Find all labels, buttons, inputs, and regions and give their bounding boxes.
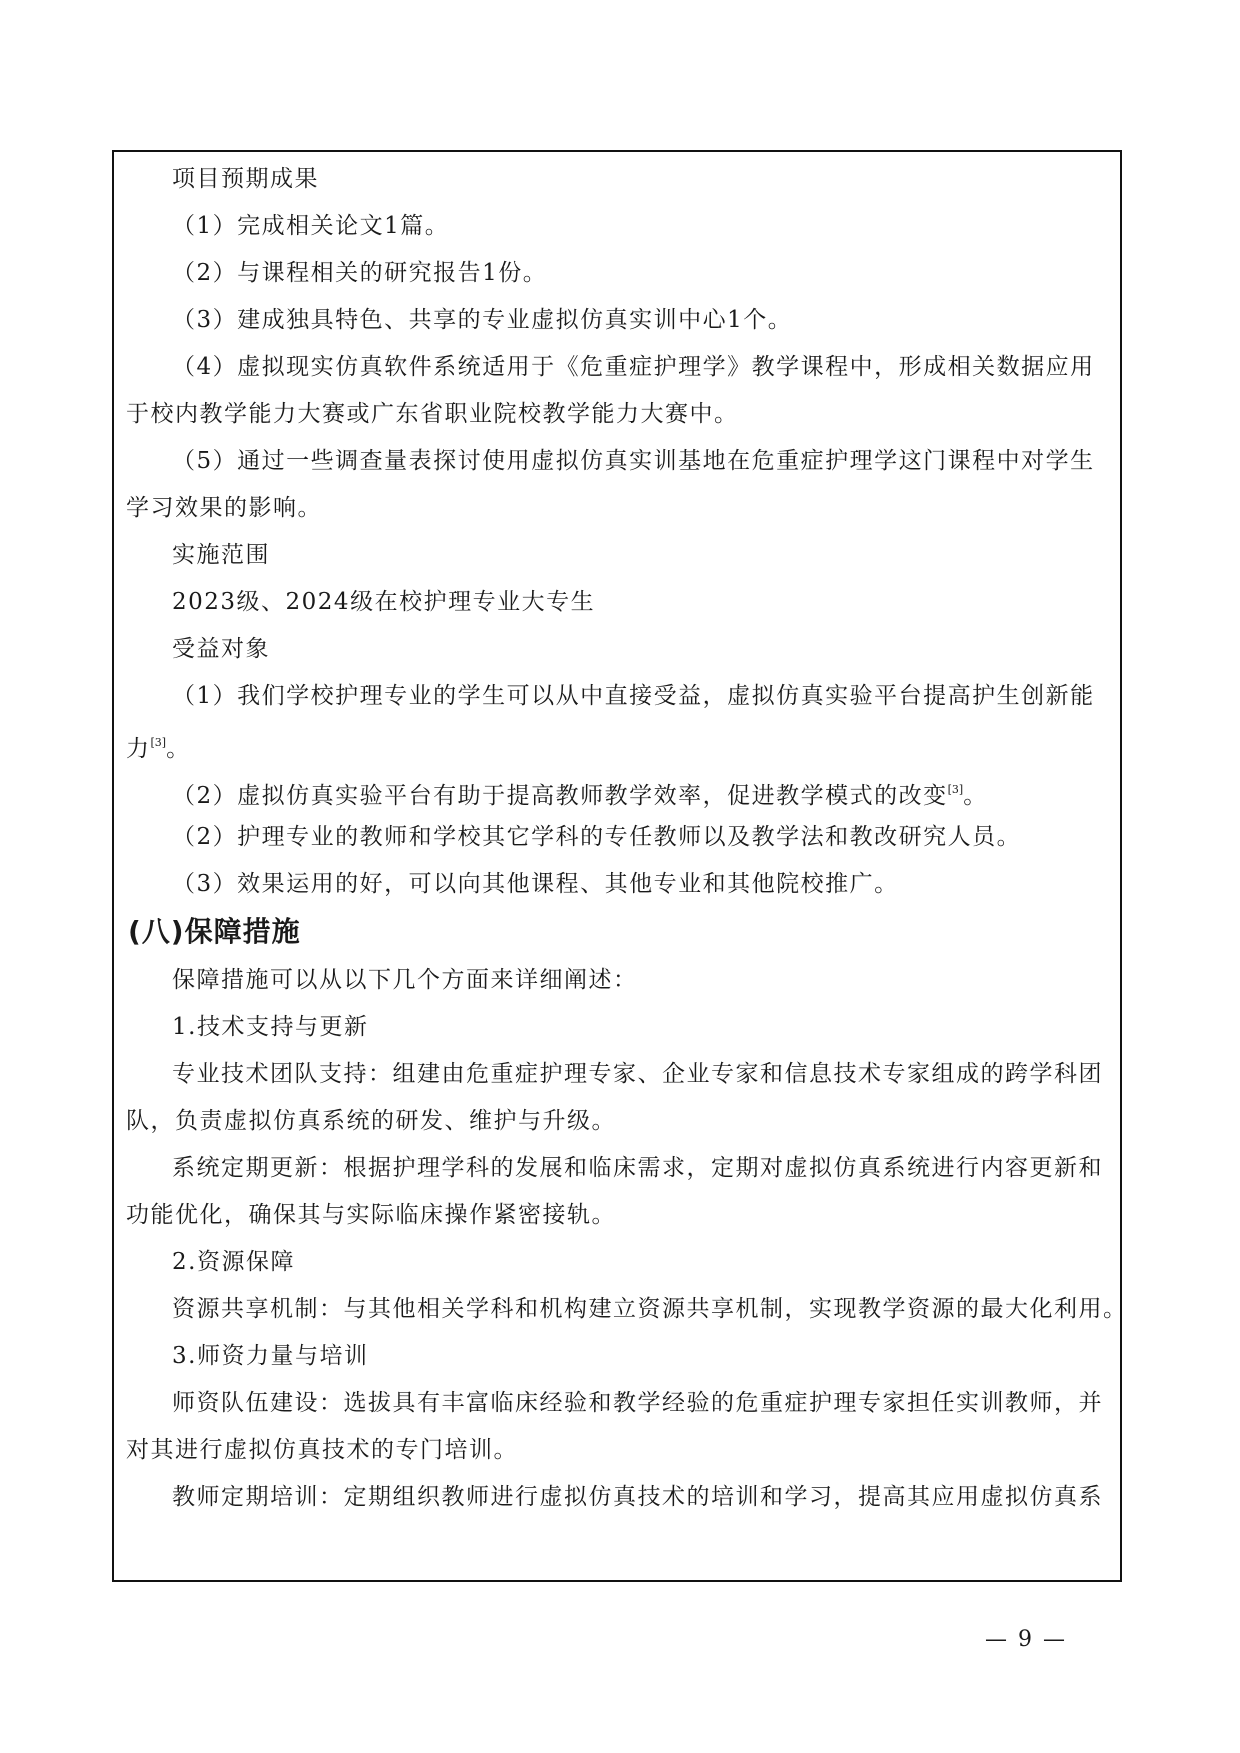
tech-team-support-cont: 队，负责虚拟仿真系统的研发、维护与升级。	[126, 1108, 616, 1134]
text-before-cite: 力	[126, 736, 151, 762]
faculty-building: 师资队伍建设：选拔具有丰富临床经验和教学经验的危重症护理专家担任实训教师，并	[172, 1390, 1103, 1416]
section-heading: (八)保障措施	[128, 915, 301, 948]
teacher-training: 教师定期培训：定期组织教师进行虚拟仿真技术的培训和学习，提高其应用虚拟仿真系	[172, 1484, 1103, 1510]
beneficiary-item-3: （3）效果运用的好，可以向其他课程、其他专业和其他院校推广。	[172, 871, 899, 897]
content-frame	[112, 150, 1128, 1582]
result-item-4: （4）虚拟现实仿真软件系统适用于《危重症护理学》教学课程中，形成相关数据应用	[172, 354, 1095, 380]
subheading-resources: 2.资源保障	[172, 1249, 295, 1275]
safeguards-intro: 保障措施可以从以下几个方面来详细阐述：	[172, 967, 638, 993]
result-item-4-cont: 于校内教学能力大赛或广东省职业院校教学能力大赛中。	[126, 401, 739, 427]
result-item-2: （2）与课程相关的研究报告1份。	[172, 260, 548, 286]
result-item-5-cont: 学习效果的影响。	[126, 495, 322, 521]
tech-team-support: 专业技术团队支持：组建由危重症护理专家、企业专家和信息技术专家组成的跨学科团	[172, 1061, 1103, 1087]
result-item-5: （5）通过一些调查量表探讨使用虚拟仿真实训基地在危重症护理学这门课程中对学生	[172, 448, 1095, 474]
scope-text: 2023级、2024级在校护理专业大专生	[172, 589, 596, 615]
subheading-faculty: 3.师资力量与培训	[172, 1343, 369, 1369]
beneficiary-item-1: （1）我们学校护理专业的学生可以从中直接受益，虚拟仿真实验平台提高护生创新能	[172, 683, 1095, 709]
beneficiary-item-1-cont	[126, 728, 191, 764]
faculty-building-cont: 对其进行虚拟仿真技术的专门培训。	[126, 1437, 518, 1463]
label-beneficiaries: 受益对象	[172, 636, 270, 662]
resource-sharing: 资源共享机制：与其他相关学科和机构建立资源共享机制，实现教学资源的最大化利用。	[172, 1296, 1128, 1322]
beneficiary-item-2	[172, 775, 988, 811]
text-after-cite: 。	[963, 783, 988, 809]
result-item-3: （3）建成独具特色、共享的专业虚拟仿真实训中心1个。	[172, 307, 793, 333]
system-update: 系统定期更新：根据护理学科的发展和临床需求，定期对虚拟仿真系统进行内容更新和	[172, 1155, 1103, 1181]
result-item-1: （1）完成相关论文1篇。	[172, 213, 450, 239]
label-expected-results: 项目预期成果	[172, 166, 319, 192]
subheading-tech-support: 1.技术支持与更新	[172, 1014, 369, 1040]
label-scope: 实施范围	[172, 542, 270, 568]
text-after-cite: 。	[166, 736, 191, 762]
system-update-cont: 功能优化，确保其与实际临床操作紧密接轨。	[126, 1202, 616, 1228]
citation-ref: [3]	[947, 783, 964, 796]
citation-ref: [3]	[150, 736, 167, 749]
page-number: — 9 —	[985, 1627, 1067, 1652]
text-before-cite: （2）虚拟仿真实验平台有助于提高教师教学效率，促进教学模式的改变	[172, 783, 948, 809]
beneficiary-item-2b: （2）护理专业的教师和学校其它学科的专任教师以及教学法和教改研究人员。	[172, 824, 1022, 850]
